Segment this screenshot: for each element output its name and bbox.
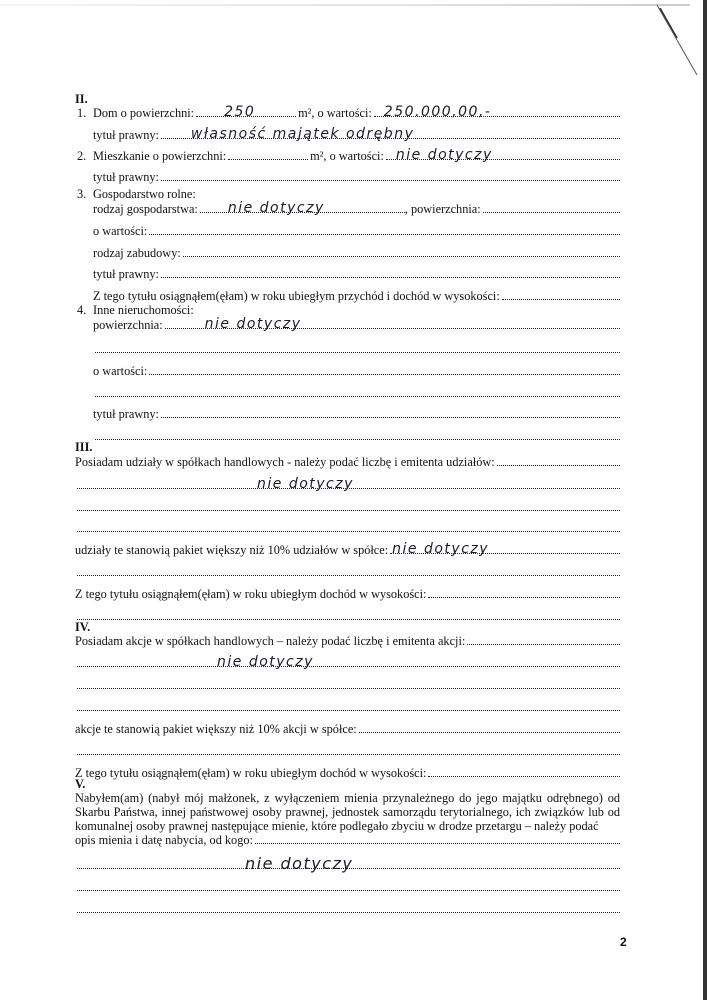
shares-package-row-2 (75, 565, 620, 576)
item3-income-row (93, 289, 620, 303)
label: udziały te stanowią pakiet większy niż 10% udziałów w spółce: (75, 543, 389, 557)
other-value-field-2[interactable] (95, 386, 620, 397)
item4-value-row (93, 364, 620, 378)
item4-area-row-2 (93, 342, 620, 353)
label: Z tego tytułu osiągnąłem(ęłam) w roku ubiegłym przychód i dochód w wysokości: (93, 289, 500, 303)
label: m², o wartości: (298, 106, 372, 120)
farm-building-field[interactable] (183, 246, 620, 257)
handwritten-value: 250.000,00,- (383, 104, 492, 120)
scan-edge (703, 0, 707, 1000)
section-5-text: Nabyłem(am) (nabył mój małżonek, z wyłączeniem mienia przynależnego do jego majątku odrębnego) od Skarbu Państwa, innej państwowej osoby prawnej, jednostek samorządu terytorialnego, ich związków lub od komunalnej osoby prawnej następujące mienie, które podlegało zbyciu w drodze przetargu – należy podać (75, 791, 620, 833)
handwritten-value: własność majątek odrębny (190, 126, 415, 142)
acquired-field-4[interactable] (77, 902, 620, 913)
stocks-field-4[interactable] (77, 700, 620, 711)
handwritten-value: nie dotyczy (217, 654, 314, 670)
shares-row (75, 455, 620, 469)
label: Inne nieruchomości: (93, 303, 194, 317)
item-number: 3. (77, 187, 87, 201)
stocks-package-row (75, 722, 620, 736)
label: Gospodarstwo rolne: (93, 187, 196, 201)
other-area-field[interactable] (165, 316, 620, 332)
shares-income-field[interactable] (428, 587, 620, 598)
label: rodzaj zabudowy: (93, 246, 181, 260)
house-area-field[interactable] (196, 104, 296, 120)
label: o wartości: (93, 364, 148, 378)
item1-house-row (77, 104, 620, 120)
stocks-package-field[interactable] (359, 722, 620, 733)
shares-income-row (75, 587, 620, 601)
item3-type-row (93, 202, 620, 216)
handwritten-value: nie dotyczy (245, 854, 354, 873)
apartment-area-field[interactable] (228, 149, 308, 160)
shares-package-row (75, 543, 620, 557)
handwritten-value: 250 (224, 104, 256, 120)
handwritten-value: nie dotyczy (204, 316, 302, 332)
handwritten-value: nie dotyczy (227, 200, 325, 216)
acquired-row-4 (75, 902, 620, 913)
apartment-value-field[interactable] (386, 147, 620, 163)
shares-income-row-2 (75, 609, 620, 620)
other-title-field[interactable] (161, 407, 620, 418)
label: akcje te stanowią pakiet większy niż 10% akcji w spółce: (75, 722, 357, 736)
shares-field[interactable] (497, 455, 620, 466)
stocks-package-row-2 (75, 744, 620, 755)
page-number: 2 (620, 935, 627, 949)
stocks-income-field[interactable] (428, 766, 620, 777)
label: opis mienia i datę nabycia, od kogo: (75, 833, 253, 847)
item-number: 4. (77, 303, 87, 317)
label: Dom o powierzchni: (93, 106, 195, 120)
item3-building-row (93, 246, 620, 260)
shares-field-4[interactable] (77, 521, 620, 532)
label: Z tego tytułu osiągnąłem(ęłam) w roku ubiegłym dochód w wysokości: (75, 766, 427, 780)
scan-artifact-line (0, 4, 690, 6)
label: o wartości: (93, 224, 148, 238)
stocks-row-3 (75, 678, 620, 689)
shares-field-3[interactable] (77, 500, 620, 511)
item2-title-row (93, 170, 620, 184)
item4-heading (77, 303, 620, 317)
label: Mieszkanie o powierzchni: (93, 149, 227, 163)
acquired-row-3 (75, 880, 620, 891)
label: tytuł prawny: (93, 267, 159, 281)
label: Posiadam akcje w spółkach handlowych – należy podać liczbę i emitenta akcji: (75, 634, 466, 648)
label: m², o wartości: (310, 149, 384, 163)
section-5-heading: V. (75, 777, 86, 791)
label: powierzchnia: (93, 318, 163, 332)
section-3-heading: III. (75, 440, 93, 454)
stocks-field[interactable] (467, 634, 620, 645)
shares-package-field[interactable] (390, 541, 620, 557)
acquired-field-3[interactable] (77, 880, 620, 891)
acquired-field-2[interactable] (77, 854, 620, 873)
stocks-field-3[interactable] (77, 678, 620, 689)
stocks-row-4 (75, 700, 620, 711)
item4-title-row (93, 407, 620, 421)
acquired-row-2 (75, 854, 620, 873)
acquired-field[interactable] (255, 833, 620, 844)
other-title-field-2[interactable] (95, 429, 620, 440)
label: , powierzchnia: (404, 202, 481, 216)
corner-fold-artifact (647, 0, 707, 80)
apartment-title-field[interactable] (161, 170, 620, 181)
shares-package-field-2[interactable] (77, 565, 620, 576)
label: tytuł prawny: (93, 407, 159, 421)
handwritten-value: nie dotyczy (395, 147, 493, 163)
shares-row-4 (75, 521, 620, 532)
item4-value-row-2 (93, 386, 620, 397)
label: Z tego tytułu osiągnąłem(ęłam) w roku ubiegłym dochód w wysokości: (75, 587, 427, 601)
farm-income-field[interactable] (502, 289, 620, 300)
section-4-heading: IV. (75, 620, 91, 634)
item4-area-row (93, 318, 620, 332)
other-value-field[interactable] (149, 364, 620, 375)
label: Posiadam udziały w spółkach handlowych - należy podać liczbę i emitenta udziałów: (75, 455, 495, 469)
item1-title-row (93, 128, 620, 142)
item3-value-row (93, 224, 620, 238)
handwritten-value: nie dotyczy (257, 476, 354, 492)
other-area-field-2[interactable] (95, 342, 620, 353)
shares-income-field-2[interactable] (77, 609, 620, 620)
label: tytuł prawny: (93, 128, 159, 142)
shares-field-2[interactable] (77, 476, 620, 492)
shares-row-2 (75, 476, 620, 492)
house-value-field[interactable] (374, 104, 620, 120)
section-2-heading: II. (75, 92, 88, 106)
label: rodzaj gospodarstwa: (93, 202, 198, 216)
stocks-field-2[interactable] (77, 654, 620, 670)
house-title-field[interactable] (161, 126, 620, 142)
item3-heading (77, 187, 620, 201)
handwritten-value: nie dotyczy (392, 541, 490, 557)
farm-title-field[interactable] (161, 267, 620, 278)
acquired-row (75, 833, 620, 847)
item-number: 1. (77, 106, 87, 120)
farm-area-field[interactable] (483, 202, 620, 213)
farm-type-field[interactable] (200, 200, 405, 216)
item4-title-row-2 (93, 429, 620, 440)
farm-value-field[interactable] (149, 224, 620, 235)
stocks-package-field-2[interactable] (77, 744, 620, 755)
shares-row-3 (75, 500, 620, 511)
label: tytuł prawny: (93, 170, 159, 184)
stocks-row (75, 634, 620, 648)
stocks-row-2 (75, 654, 620, 670)
item-number: 2. (77, 149, 87, 163)
item3-title-row (93, 267, 620, 281)
item2-apartment-row (77, 147, 620, 163)
